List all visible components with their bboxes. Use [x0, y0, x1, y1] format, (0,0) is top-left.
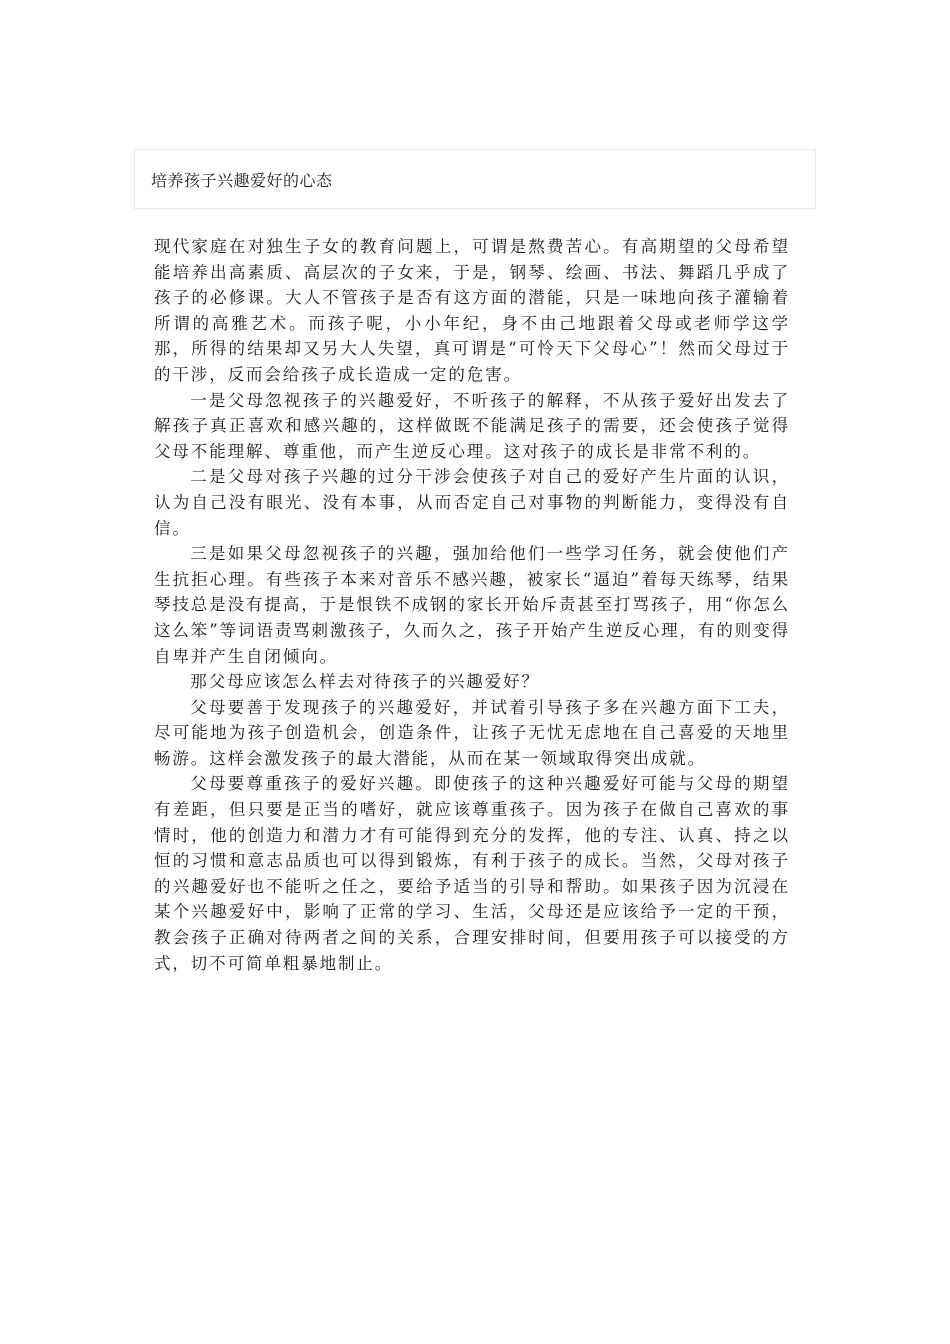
- paragraph: 一是父母忽视孩子的兴趣爱好，不听孩子的解释，不从孩子爱好出发去了解孩子真正喜欢和感兴趣的，这样做既不能满足孩子的需要，还会使孩子觉得父母不能理解、尊重他，而产生逆反心理。这对孩子的成长是非常不利的。: [154, 390, 790, 461]
- paragraph: 二是父母对孩子兴趣的过分干涉会使孩子对自己的爱好产生片面的认识，认为自己没有眼光、没有本事，从而否定自己对事物的判断能力，变得没有自信。: [154, 467, 790, 538]
- paragraph-question: 那父母应该怎么样去对待孩子的兴趣爱好？: [190, 672, 540, 692]
- document-title: 培养孩子兴趣爱好的心态: [151, 171, 333, 190]
- paragraph: 父母要善于发现孩子的兴趣爱好，并试着引导孩子多在兴趣方面下工夫，尽可能地为孩子创造机会，创造条件，让孩子无忧无虑地在自己喜爱的天地里畅游。这样会激发孩子的最大潜能，从而在某一领域取得突出成就。: [154, 697, 790, 768]
- paragraph: 三是如果父母忽视孩子的兴趣，强加给他们一些学习任务，就会使他们产生抗拒心理。有些孩子本来对音乐不感兴趣，被家长“逼迫”着每天练琴，结果琴技总是没有提高，于是恨铁不成钢的家长开始斥责甚至打骂孩子，用“你怎么这么笨”等词语责骂刺激孩子，久而久之，孩子开始产生逆反心理，有的则变得自卑并产生自闭倾向。: [154, 544, 790, 666]
- paragraph: 现代家庭在对独生子女的教育问题上，可谓是熬费苦心。有高期望的父母希望能培养出高素质、高层次的子女来，于是，钢琴、绘画、书法、舞蹈几乎成了孩子的必修课。大人不管孩子是否有这方面的潜能，只是一味地向孩子灌输着所谓的高雅艺术。而孩子呢，小小年纪，身不由己地跟着父母或老师学这学那，所得的结果却又另大人失望，真可谓是“可怜天下父母心”！然而父母过于的干涉，反而会给孩子成长造成一定的危害。: [154, 237, 790, 384]
- document-body: [154, 234, 790, 976]
- paragraph: 父母要尊重孩子的爱好兴趣。即使孩子的这种兴趣爱好可能与父母的期望有差距，但只要是正当的嗜好，就应该尊重孩子。因为孩子在做自己喜欢的事情时，他的创造力和潜力才有可能得到充分的发挥，他的专注、认真、持之以恒的习惯和意志品质也可以得到锻炼，有利于孩子的成长。当然，父母对孩子的兴趣爱好也不能听之任之，要给予适当的引导和帮助。如果孩子因为沉浸在某个兴趣爱好中，影响了正常的学习、生活，父母还是应该给予一定的干预，教会孩子正确对待两者之间的关系，合理安排时间，但要用孩子可以接受的方式，切不可简单粗暴地制止。: [154, 774, 790, 973]
- title-box: [134, 149, 816, 209]
